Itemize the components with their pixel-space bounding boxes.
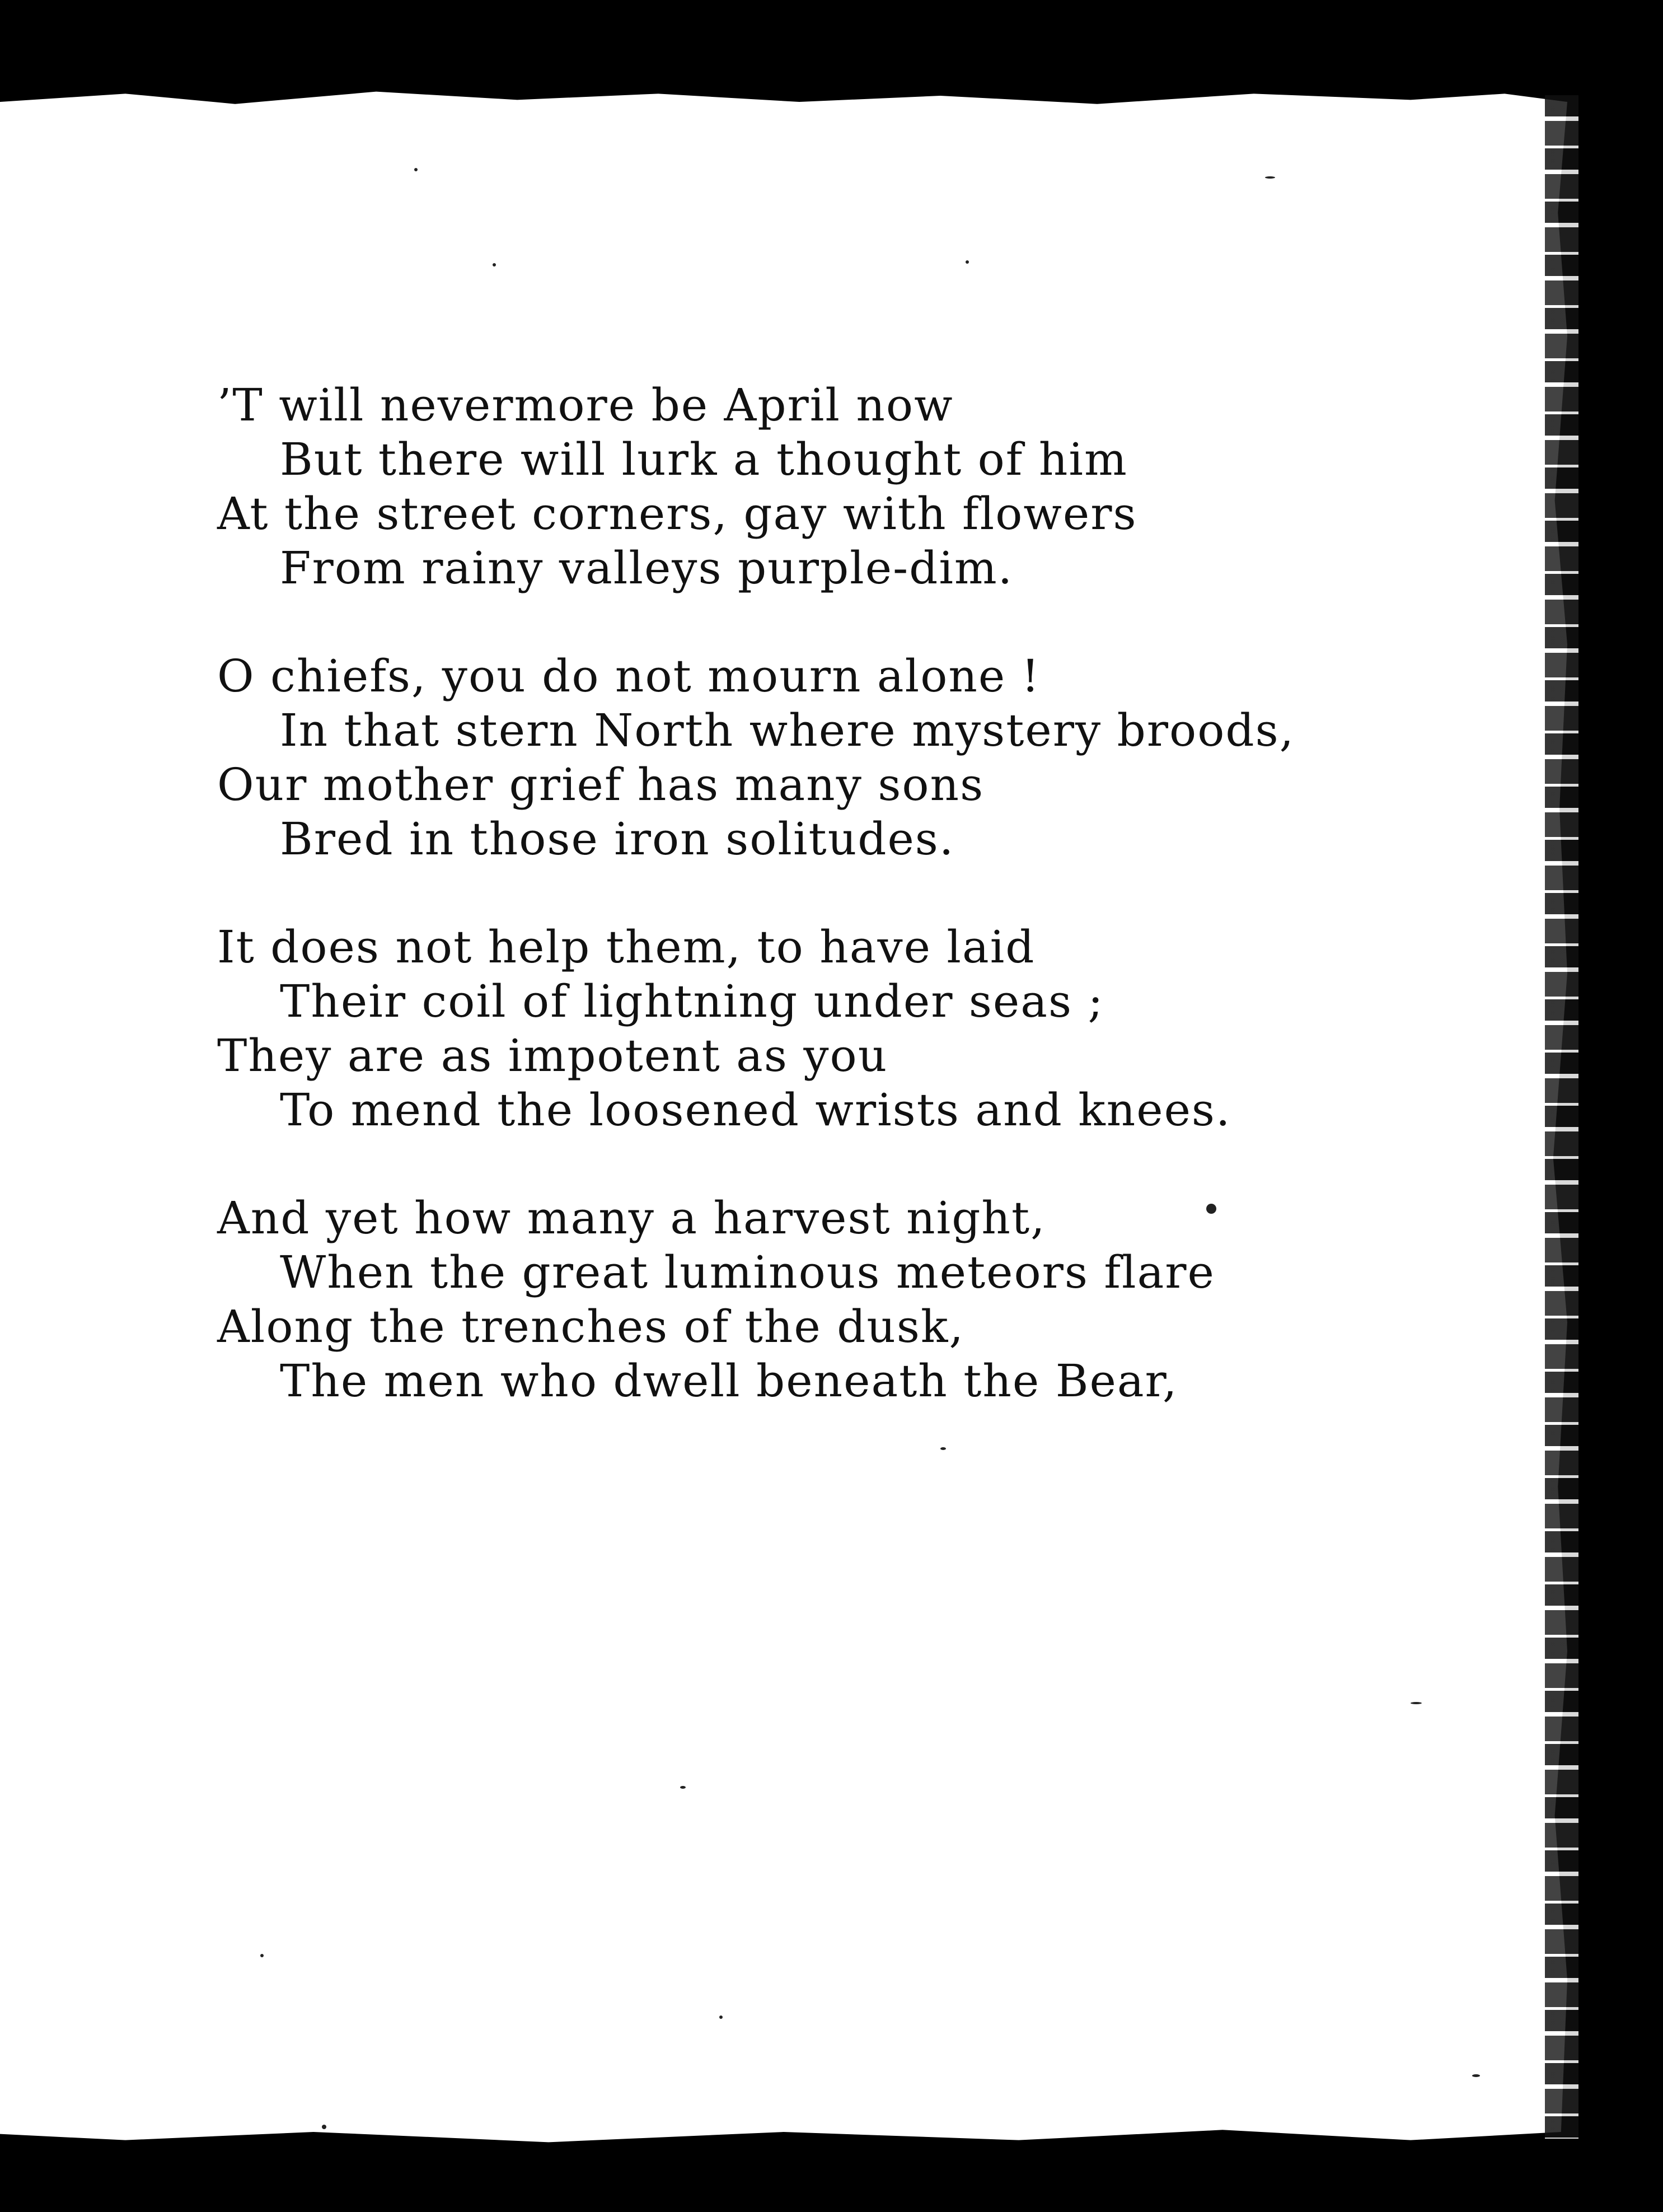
- poem-line: From rainy valleys purple-dim.: [280, 542, 1014, 594]
- stanza-4: [217, 1191, 1295, 1408]
- poem-line: But there will lurk a thought of him: [280, 433, 1128, 485]
- poem-line: Bred in those iron solitudes.: [280, 813, 955, 865]
- scan-speck: [719, 2015, 723, 2019]
- scan-speck: [1411, 1702, 1422, 1704]
- poem: [217, 378, 1295, 1462]
- poem-line: Our mother grief has many sons: [217, 759, 985, 811]
- scan-speck: [322, 2125, 326, 2129]
- scan-speck: [414, 168, 418, 171]
- poem-line: And yet how many a harvest night,: [217, 1192, 1046, 1244]
- poem-line: Their coil of lightning under seas ;: [280, 975, 1104, 1027]
- stanza-3: [217, 920, 1295, 1137]
- binding-edge: [1545, 95, 1578, 2139]
- scan-speck: [680, 1786, 686, 1789]
- scan-speck: [966, 260, 969, 264]
- poem-line: ’T will nevermore be April now: [217, 379, 954, 431]
- poem-line: To mend the loosened wrists and knees.: [280, 1084, 1231, 1136]
- poem-line: At the street corners, gay with flowers: [217, 488, 1137, 540]
- poem-line: O chiefs, you do not mourn alone !: [217, 650, 1041, 702]
- scan-speck: [493, 263, 496, 266]
- poem-line: The men who dwell beneath the Bear,: [280, 1355, 1178, 1407]
- poem-line: It does not help them, to have laid: [217, 921, 1036, 973]
- scan-speck: [260, 1954, 264, 1957]
- scan-speck: [1472, 2074, 1480, 2077]
- stanza-2: [217, 649, 1295, 866]
- stanza-1: [217, 378, 1295, 595]
- poem-line: When the great luminous meteors flare: [280, 1246, 1215, 1298]
- poem-line: In that stern North where mystery broods,: [280, 704, 1295, 756]
- scan-speck: [940, 1447, 946, 1450]
- scan-speck: [1265, 176, 1275, 179]
- poem-line: They are as impotent as you: [217, 1030, 888, 1082]
- poem-line: Along the trenches of the dusk,: [217, 1301, 964, 1353]
- scan-speck: [1206, 1204, 1216, 1214]
